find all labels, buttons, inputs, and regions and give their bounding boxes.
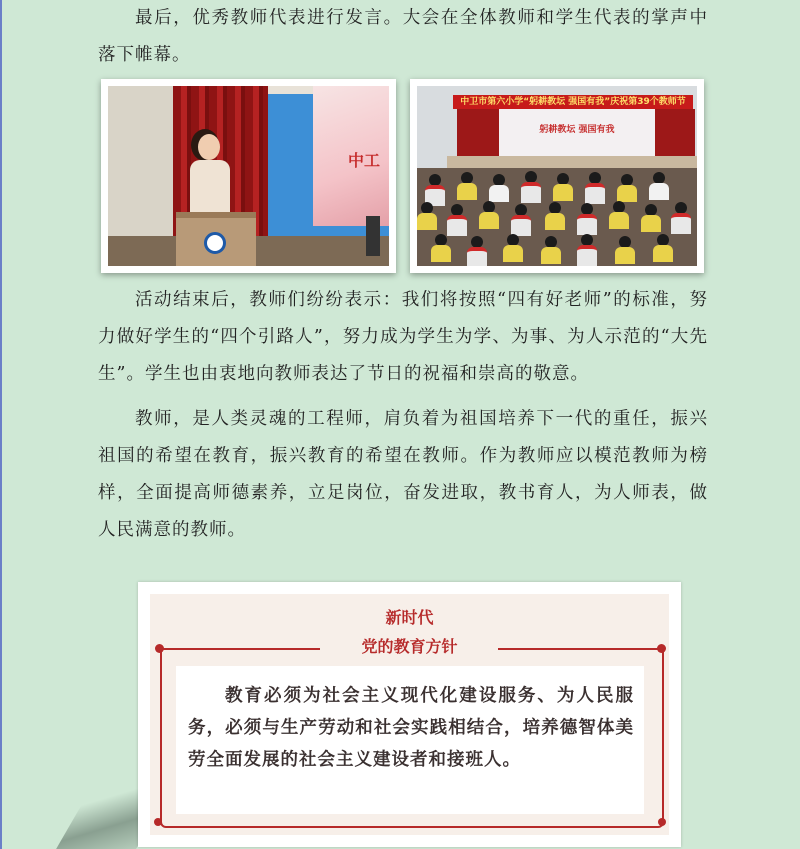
event-banner-text: 中卫市第六小学“躬耕教坛 强国有我”庆祝第39个教师节	[460, 97, 686, 107]
frame-dot-icon	[155, 644, 164, 653]
article-paragraph-1: 最后，优秀教师代表进行发言。大会在全体教师和学生代表的掌声中落下帷幕。	[98, 8, 708, 65]
stage-screen-text: 躬耕教坛 强国有我	[539, 125, 615, 135]
article-paragraph-3: 教师，是人类灵魂的工程师，肩负着为祖国培养下一代的重任，振兴祖国的希望在教育，振兴教育的希望在教师。作为教师应以模范教师为榜样，全面提高师德素养，立足岗位，奋发进取，教书育人，为人师表，做人民满意的教师。	[98, 409, 708, 540]
frame-dot-icon	[154, 818, 162, 826]
education-policy-card	[138, 582, 681, 847]
policy-title-line-2: 党的教育方针	[361, 637, 458, 656]
policy-body-text: 教育必须为社会主义现代化建设服务、为人民服务，必须与生产劳动和社会实践相结合，培养德智体美劳全面发展的社会主义建设者和接班人。	[188, 686, 634, 770]
teacher-speech-photo	[101, 79, 396, 273]
student-audience	[417, 168, 697, 266]
frame-dot-icon	[658, 818, 666, 826]
stage-screen	[499, 109, 655, 161]
policy-title-line-1: 新时代	[385, 608, 434, 627]
frame-dot-icon	[657, 644, 666, 653]
school-emblem-icon	[204, 232, 226, 254]
assembly-audience-photo	[410, 79, 704, 273]
slide-text: 中工	[348, 151, 381, 170]
speaker-teacher	[186, 134, 234, 216]
article-paragraph-2: 活动结束后，教师们纷纷表示：我们将按照“四有好老师”的标准，努力做好学生的“四个引路人”，努力成为学生为学、为事、为人示范的“大先生”。学生也由衷地向教师表达了节日的祝福和崇高的敬意。	[98, 290, 708, 384]
